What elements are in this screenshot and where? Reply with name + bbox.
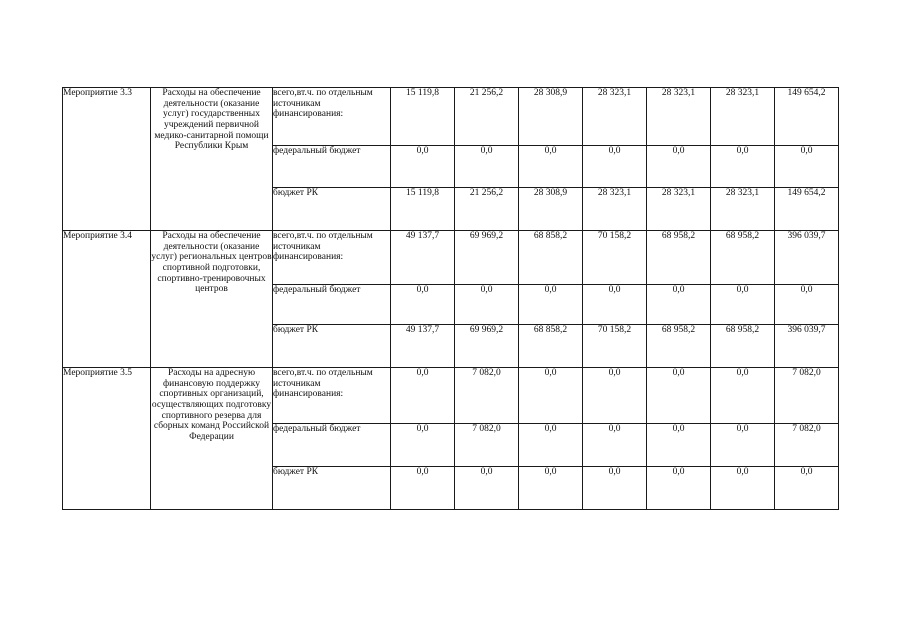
value-cell: 0,0	[391, 467, 455, 510]
value-cell: 0,0	[711, 467, 775, 510]
table-row	[63, 368, 839, 424]
value-cell: 28 308,9	[519, 88, 583, 146]
value-cell: 0,0	[519, 285, 583, 325]
value-cell: 68 858,2	[519, 325, 583, 368]
funding-source: всего,вт.ч. по отдельным источникам финансирования:	[273, 368, 391, 424]
total-cell: 0,0	[775, 285, 839, 325]
value-cell: 0,0	[519, 424, 583, 467]
value-cell: 7 082,0	[455, 368, 519, 424]
total-cell: 7 082,0	[775, 424, 839, 467]
value-cell: 21 256,2	[455, 188, 519, 231]
funding-source: всего,вт.ч. по отдельным источникам финансирования:	[273, 231, 391, 285]
value-cell: 28 323,1	[711, 188, 775, 231]
value-cell: 0,0	[647, 146, 711, 188]
value-cell: 28 323,1	[583, 188, 647, 231]
value-cell: 15 119,8	[391, 88, 455, 146]
funding-source: всего,вт.ч. по отдельным источникам финансирования:	[273, 88, 391, 146]
value-cell: 0,0	[711, 285, 775, 325]
value-cell: 0,0	[583, 285, 647, 325]
value-cell: 68 958,2	[647, 325, 711, 368]
activity-description: Расходы на адресную финансовую поддержку спортивных организаций, осуществляющих подготовку спортивного резерва для сборных команд Российской Федерации	[151, 368, 273, 510]
value-cell: 0,0	[519, 146, 583, 188]
funding-source: федеральный бюджет	[273, 285, 391, 325]
value-cell: 28 323,1	[711, 88, 775, 146]
total-cell: 149 654,2	[775, 88, 839, 146]
value-cell: 28 323,1	[647, 88, 711, 146]
value-cell: 0,0	[391, 424, 455, 467]
value-cell: 0,0	[711, 368, 775, 424]
value-cell: 28 308,9	[519, 188, 583, 231]
value-cell: 69 969,2	[455, 231, 519, 285]
value-cell: 68 958,2	[711, 325, 775, 368]
value-cell: 0,0	[583, 146, 647, 188]
value-cell: 0,0	[647, 424, 711, 467]
table-row	[63, 231, 839, 285]
value-cell: 0,0	[583, 424, 647, 467]
value-cell: 70 158,2	[583, 231, 647, 285]
value-cell: 0,0	[647, 285, 711, 325]
funding-source: бюджет РК	[273, 467, 391, 510]
value-cell: 70 158,2	[583, 325, 647, 368]
value-cell: 0,0	[391, 368, 455, 424]
value-cell: 68 958,2	[711, 231, 775, 285]
value-cell: 69 969,2	[455, 325, 519, 368]
activity-code: Мероприятие 3.3	[63, 88, 151, 231]
activity-description: Расходы на обеспечение деятельности (оказание услуг) государственных учреждений первичной медико-санитарной помощи Республики Крым	[151, 88, 273, 231]
value-cell: 0,0	[455, 285, 519, 325]
activity-code: Мероприятие 3.4	[63, 231, 151, 368]
value-cell: 0,0	[455, 467, 519, 510]
value-cell: 68 958,2	[647, 231, 711, 285]
total-cell: 0,0	[775, 146, 839, 188]
value-cell: 0,0	[519, 368, 583, 424]
value-cell: 21 256,2	[455, 88, 519, 146]
value-cell: 49 137,7	[391, 325, 455, 368]
total-cell: 7 082,0	[775, 368, 839, 424]
funding-source: бюджет РК	[273, 325, 391, 368]
financing-table	[62, 87, 839, 510]
value-cell: 28 323,1	[583, 88, 647, 146]
activity-code: Мероприятие 3.5	[63, 368, 151, 510]
value-cell: 15 119,8	[391, 188, 455, 231]
value-cell: 0,0	[711, 424, 775, 467]
value-cell: 7 082,0	[455, 424, 519, 467]
value-cell: 0,0	[583, 368, 647, 424]
value-cell: 0,0	[583, 467, 647, 510]
value-cell: 0,0	[455, 146, 519, 188]
funding-source: федеральный бюджет	[273, 424, 391, 467]
value-cell: 28 323,1	[647, 188, 711, 231]
value-cell: 68 858,2	[519, 231, 583, 285]
total-cell: 149 654,2	[775, 188, 839, 231]
value-cell: 0,0	[647, 368, 711, 424]
total-cell: 396 039,7	[775, 231, 839, 285]
value-cell: 49 137,7	[391, 231, 455, 285]
total-cell: 396 039,7	[775, 325, 839, 368]
total-cell: 0,0	[775, 467, 839, 510]
value-cell: 0,0	[711, 146, 775, 188]
value-cell: 0,0	[391, 146, 455, 188]
value-cell: 0,0	[519, 467, 583, 510]
value-cell: 0,0	[391, 285, 455, 325]
funding-source: бюджет РК	[273, 188, 391, 231]
funding-source: федеральный бюджет	[273, 146, 391, 188]
activity-description: Расходы на обеспечение деятельности (оказание услуг) региональных центров спортивной подготовки, спортивно-тренировочных центров	[151, 231, 273, 368]
table-row	[63, 88, 839, 146]
value-cell: 0,0	[647, 467, 711, 510]
